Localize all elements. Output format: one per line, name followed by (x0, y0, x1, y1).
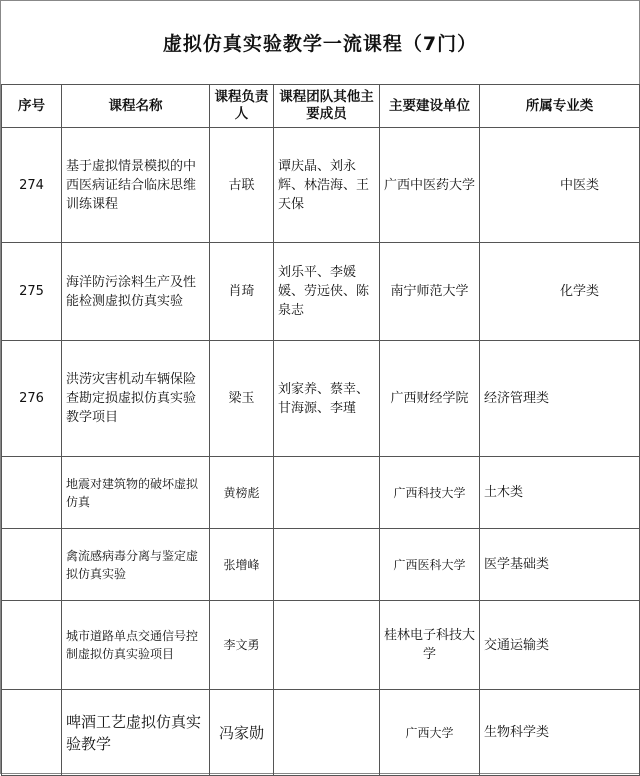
cell-no: 275 (2, 243, 62, 341)
cell-leader: 黄榜彪 (210, 457, 274, 529)
table-row (2, 601, 640, 690)
header-unit: 主要建设单位 (380, 85, 480, 128)
cell-major: 经济管理类 (480, 341, 640, 457)
cell-unit: 广西医科大学 (380, 529, 480, 601)
cell-team: 刘乐平、李媛媛、劳远侠、陈泉志 (274, 243, 380, 341)
cell-unit: 广西大学 (380, 690, 480, 776)
cell-course: 啤酒工艺虚拟仿真实验教学 (62, 690, 210, 776)
cell-course: 海洋防污涂料生产及性能检测虚拟仿真实验 (62, 243, 210, 341)
cell-no (2, 457, 62, 529)
cell-team (274, 529, 380, 601)
cell-major: 中医类 (480, 128, 640, 243)
cell-course: 地震对建筑物的破坏虚拟仿真 (62, 457, 210, 529)
cell-unit: 广西中医药大学 (380, 128, 480, 243)
cell-major: 交通运输类 (480, 601, 640, 690)
page-title: 虚拟仿真实验教学一流课程（7门） (1, 1, 639, 85)
cell-course: 洪涝灾害机动车辆保险查勘定损虚拟仿真实验教学项目 (62, 341, 210, 457)
cell-leader: 李文勇 (210, 601, 274, 690)
header-no: 序号 (2, 85, 62, 128)
cell-leader: 古联 (210, 128, 274, 243)
cell-unit: 南宁师范大学 (380, 243, 480, 341)
table-row (2, 457, 640, 529)
table-row (2, 243, 640, 341)
cell-no (2, 690, 62, 776)
table-row (2, 128, 640, 243)
cell-course: 城市道路单点交通信号控制虚拟仿真实验项目 (62, 601, 210, 690)
cell-no: 276 (2, 341, 62, 457)
cell-team (274, 601, 380, 690)
cell-leader: 梁玉 (210, 341, 274, 457)
header-course: 课程名称 (62, 85, 210, 128)
header-leader: 课程负责人 (210, 85, 274, 128)
cell-major: 土木类 (480, 457, 640, 529)
cell-unit: 广西科技大学 (380, 457, 480, 529)
cell-major: 生物科学类 (480, 690, 640, 776)
table-row (2, 529, 640, 601)
header-major: 所属专业类 (480, 85, 640, 128)
course-table (1, 84, 640, 776)
cell-team: 谭庆晶、刘永辉、林浩海、王天保 (274, 128, 380, 243)
cell-no (2, 529, 62, 601)
cell-major: 医学基础类 (480, 529, 640, 601)
cell-course: 基于虚拟情景模拟的中西医病证结合临床思维训练课程 (62, 128, 210, 243)
header-team: 课程团队其他主要成员 (274, 85, 380, 128)
cell-leader: 肖琦 (210, 243, 274, 341)
cell-team (274, 457, 380, 529)
cell-unit: 广西财经学院 (380, 341, 480, 457)
cell-leader: 冯家勋 (210, 690, 274, 776)
table-header-row (2, 85, 640, 128)
cell-unit: 桂林电子科技大学 (380, 601, 480, 690)
cell-team (274, 690, 380, 776)
table-row (2, 690, 640, 776)
cell-leader: 张增峰 (210, 529, 274, 601)
cell-no (2, 601, 62, 690)
cell-team: 刘家养、蔡幸、甘海源、李瑾 (274, 341, 380, 457)
cell-course: 禽流感病毒分离与鉴定虚拟仿真实验 (62, 529, 210, 601)
table-row (2, 341, 640, 457)
cell-major: 化学类 (480, 243, 640, 341)
cell-no: 274 (2, 128, 62, 243)
